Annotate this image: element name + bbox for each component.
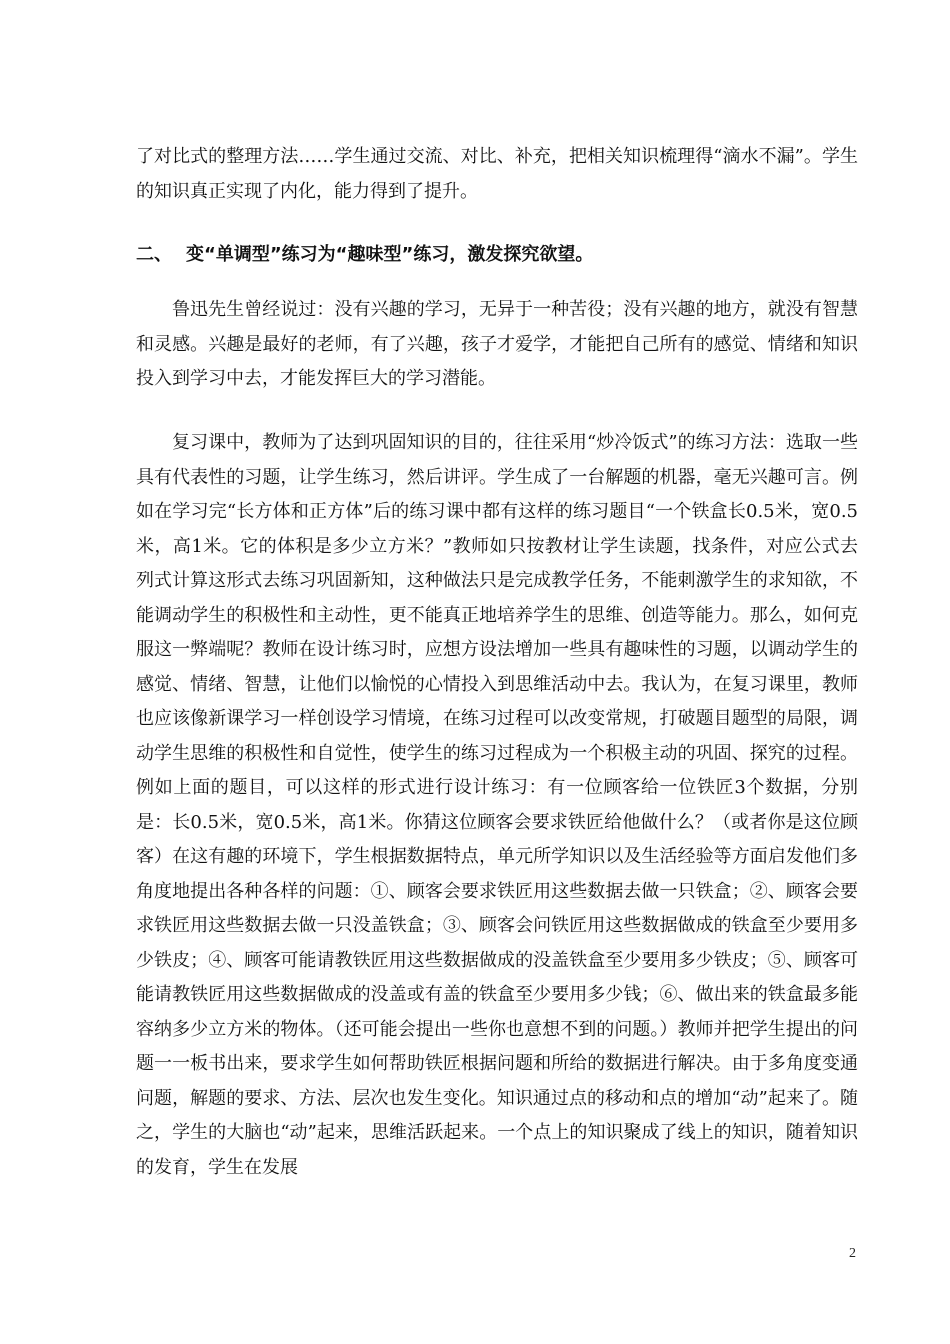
section-heading [136, 238, 858, 272]
paragraph-review-class: 复习课中，教师为了达到巩固知识的目的，往往采用“炒冷饭式”的练习方法：选取一些具有代表性的习题，让学生练习，然后讲评。学生成了一台解题的机器，毫无兴趣可言。例如在学习完“长方体和正方体”后的练习课中都有这样的练习题目“一个铁盒长0.5米，宽0.5米，高1米。它的体积是多少立方米？”教师如只按教材让学生读题，找条件，对应公式去列式计算这形式去练习巩固新知，这种做法只是完成教学任务，不能刺激学生的求知欲，不能调动学生的积极性和主动性，更不能真正地培养学生的思维、创造等能力。那么，如何克服这一弊端呢？教师在设计练习时，应想方设法增加一些具有趣味性的习题，以调动学生的感觉、情绪、智慧，让他们以愉悦的心情投入到思维活动中去。我认为，在复习课里，教师也应该像新课学习一样创设学习情境，在练习过程可以改变常规，打破题目题型的局限，调动学生思维的积极性和自觉性，使学生的练习过程成为一个积极主动的巩固、探究的过程。例如上面的题目，可以这样的形式进行设计练习：有一位顾客给一位铁匠3个数据，分别是：长0.5米，宽0.5米，高1米。你猜这位顾客会要求铁匠给他做什么？（或者你是这位顾客）在这有趣的环境下，学生根据数据特点，单元所学知识以及生活经验等方面启发他们多角度地提出各种各样的问题：①、顾客会要求铁匠用这些数据去做一只铁盒；②、顾客会要求铁匠用这些数据去做一只没盖铁盒；③、顾客会问铁匠用这些数据做成的铁盒至少要用多少铁皮；④、顾客可能请教铁匠用这些数据做成的没盖铁盒至少要用多少铁皮；⑤、顾客可能请教铁匠用这些数据做成的没盖或有盖的铁盒至少要用多少钱；⑥、做出来的铁盒最多能容纳多少立方米的物体。（还可能会提出一些你也意想不到的问题。）教师并把学生提出的问题一一板书出来，要求学生如何帮助铁匠根据问题和所给的数据进行解决。由于多角度变通问题，解题的要求、方法、层次也发生变化。知识通过点的移动和点的增加“动”起来了。随之，学生的大脑也“动”起来，思维活跃起来。一个点上的知识聚成了线上的知识，随着知识的发育，学生在发展 [136, 432, 858, 1178]
paragraph-continued: 了对比式的整理方法……学生通过交流、对比、补充，把相关知识梳理得“滴水不漏”。学生的知识真正实现了内化，能力得到了提升。 [136, 146, 858, 202]
page-number: 2 [849, 1246, 856, 1261]
section-heading-number: 二、 [136, 244, 172, 265]
section-heading-text: 变“单调型”练习为“趣味型”练习，激发探究欲望。 [186, 244, 594, 265]
paragraph-interest: 鲁迅先生曾经说过：没有兴趣的学习，无异于一种苦役；没有兴趣的地方，就没有智慧和灵感。兴趣是最好的老师，有了兴趣，孩子才爱学，才能把自己所有的感觉、情绪和知识投入到学习中去，才能发挥巨大的学习潜能。 [136, 299, 858, 389]
